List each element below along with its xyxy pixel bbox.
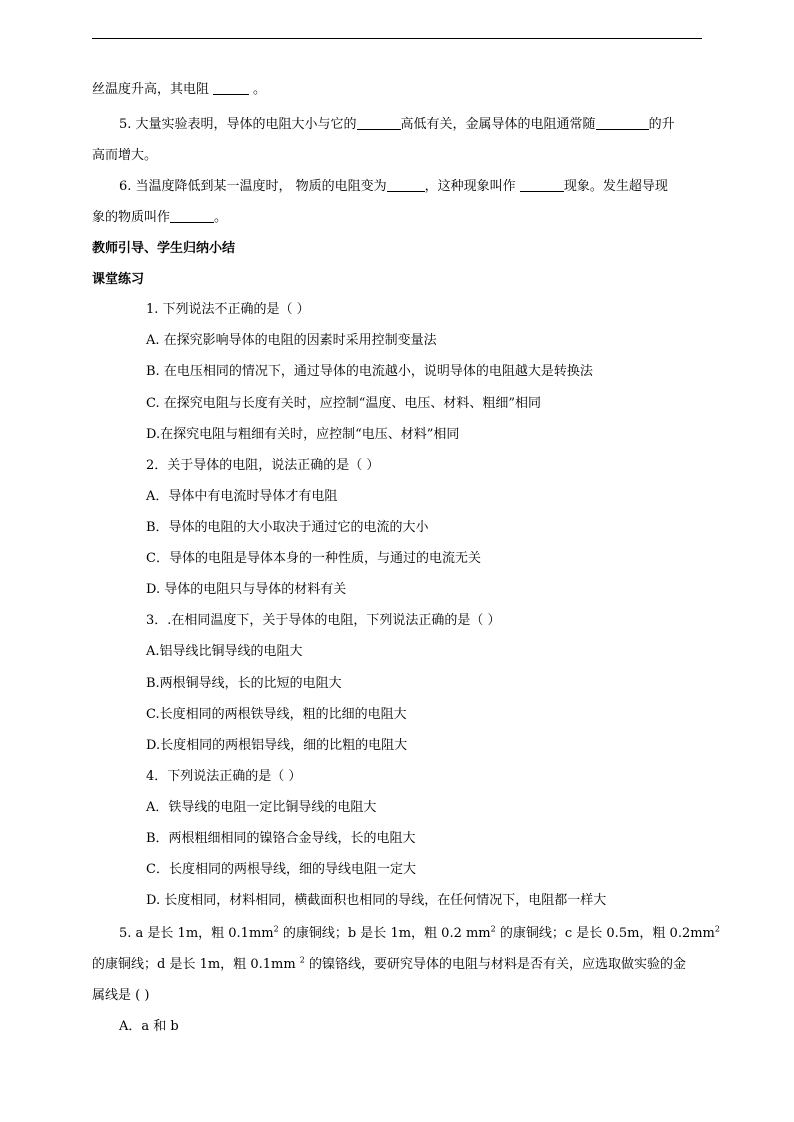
q5-text-b: 的康铜线；b 是长 1m，粗 0.2 mm [278,926,491,941]
q5-sup-1: 2 [273,924,279,934]
intro-q5-text-a: 5. 大量实验表明，导体的电阻大小与它的 [119,117,357,132]
q1-option-d: D.在探究电阻与粗细有关时，应控制“电压、材料”相同 [146,427,460,442]
summary-heading: 教师引导、学生归纳小结 [92,241,236,256]
q4-option-a: A．铁导线的电阻一定比铜导线的电阻大 [146,800,377,815]
q3-option-b: B.两根铜导线，长的比短的电阻大 [146,676,342,691]
intro-q5-line-2: 高而增大。 [92,148,158,163]
q5-sup-4: 2 [299,955,305,965]
intro-q5-text-c: 的升 [648,117,675,132]
intro-q5-text-b: 高低有关，金属导体的电阻通常随 [400,117,596,132]
q3-option-a: A.铝导线比铜导线的电阻大 [146,644,303,659]
intro-end: 。 [253,82,267,97]
blank-6 [170,210,214,223]
q2-option-a: A．导体中有电流时导体才有电阻 [146,489,338,504]
intro-text: 丝温度升高，其电阻 [92,82,210,97]
intro-q6-text-c: 现象。发生超导现 [563,179,668,194]
q5-line-2 [92,957,686,973]
intro-q6-text-e: 。 [214,210,228,225]
q3-option-d: D.长度相同的两根铝导线，细的比粗的电阻大 [146,738,408,753]
q1-option-a: A. 在探究影响导体的电阻的因素时采用控制变量法 [146,333,437,348]
blank-3 [596,117,649,130]
intro-q5-line-1 [119,117,675,133]
intro-q6-line-2 [92,210,227,226]
intro-q6-text-a: 6. 当温度降低到某一温度时， 物质的电阻变为 [119,179,387,194]
q2-option-d: D. 导体的电阻只与导体的材料有关 [146,582,347,597]
blank-1 [213,82,249,95]
header-rule [92,38,702,39]
intro-q6-text-b: ，这种现象叫作 [424,179,520,194]
q5-option-a: A．a 和 b [119,1019,179,1034]
blank-4 [387,179,425,192]
q5-sup-2: 2 [490,924,496,934]
intro-q6-line-1 [119,179,668,195]
q2-option-c: C．导体的电阻是导体本身的一种性质，与通过的电流无关 [146,551,481,566]
intro-line-1 [92,82,266,98]
blank-5 [520,179,564,192]
q5-text-d: 的康铜线；d 是长 1m，粗 0.1mm [92,957,300,972]
q2-stem: 2．关于导体的电阻，说法正确的是（ ） [146,458,380,473]
q4-option-c: C．长度相同的两根导线，细的导线电阻一定大 [146,862,416,877]
q3-option-c: C.长度相同的两根铁导线，粗的比细的电阻大 [146,707,407,722]
q5-text-c: 的康铜线；c 是长 0.5m，粗 0.2mm [495,926,715,941]
q4-stem: 4．下列说法正确的是（ ） [146,769,302,784]
q3-stem: 3．.在相同温度下，关于导体的电阻，下列说法正确的是（ ） [146,613,501,628]
q1-stem: 1. 下列说法不正确的是（ ） [146,302,310,317]
q5-line-1 [119,926,720,942]
q5-sup-3: 2 [714,924,720,934]
q4-option-b: B．两根粗细相同的镍铬合金导线，长的电阻大 [146,831,416,846]
q2-option-b: B．导体的电阻的大小取决于通过它的电流的大小 [146,520,429,535]
q1-option-c: C. 在探究电阻与长度有关时，应控制“温度、电压、材料、粗细”相同 [146,396,542,411]
q5-text-e: 的镍铬线，要研究导体的电阻与材料是否有关，应选取做实验的金 [304,957,687,972]
q5-line-3: 属线是 ( ) [92,988,150,1003]
intro-q6-text-d: 象的物质叫作 [92,210,171,225]
q4-option-d: D. 长度相同，材料相同，横截面积也相同的导线，在任何情况下，电阻都一样大 [146,893,607,908]
blank-2 [357,117,401,130]
q1-option-b: B. 在电压相同的情况下，通过导体的电流越小，说明导体的电阻越大是转换法 [146,364,593,379]
practice-heading: 课堂练习 [92,272,145,287]
q5-text-a: 5. a 是长 1m，粗 0.1mm [119,926,274,941]
